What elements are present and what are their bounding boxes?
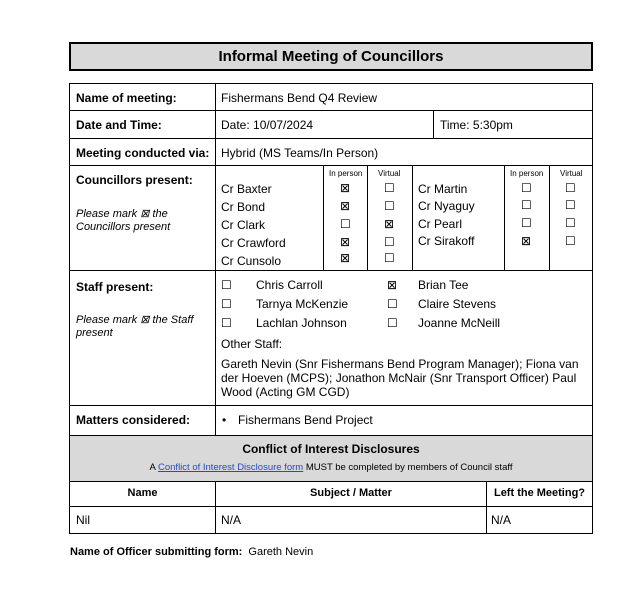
col-virtual-right: Virtual (560, 169, 583, 178)
label-staff-present: Staff present: (76, 280, 154, 294)
in-person-checkbox[interactable]: ⊠ (340, 251, 351, 265)
staff-name: Lachlan Johnson (256, 316, 347, 330)
col-in-person-left: In person (329, 169, 363, 178)
in-person-checkbox[interactable]: ☐ (521, 216, 532, 230)
staff-checkbox[interactable]: ☐ (221, 278, 232, 292)
staff-checkbox[interactable]: ☐ (221, 297, 232, 311)
coi-heading: Conflict of Interest Disclosures (242, 442, 420, 456)
councillor-name: Cr Cunsolo (221, 254, 282, 268)
staff-checkbox[interactable]: ☐ (387, 316, 398, 330)
coi-form-link[interactable]: Conflict of Interest Disclosure form (158, 462, 304, 473)
virtual-checkbox[interactable]: ☐ (565, 216, 576, 230)
officer-line (70, 546, 313, 558)
coi-note-prefix: A (149, 462, 156, 473)
coi-col-name: Name (127, 487, 158, 499)
other-staff-label: Other Staff: (221, 337, 283, 351)
meeting-name-value: Fishermans Bend Q4 Review (221, 91, 378, 105)
in-person-checkbox[interactable]: ☐ (340, 217, 351, 231)
virtual-checkbox[interactable]: ☐ (565, 198, 576, 212)
staff-checkbox[interactable]: ☐ (387, 297, 398, 311)
staff-checkbox[interactable]: ☐ (221, 316, 232, 330)
in-person-checkbox[interactable]: ⊠ (340, 199, 351, 213)
coi-note-suffix: MUST be completed by members of Council staff (305, 462, 513, 473)
in-person-checkbox[interactable]: ⊠ (521, 234, 532, 248)
in-person-checkbox[interactable]: ☐ (521, 181, 532, 195)
staff-name: Tarnya McKenzie (256, 297, 349, 311)
staff-checkbox[interactable]: ⊠ (387, 278, 398, 292)
councillor-name: Cr Martin (418, 182, 468, 196)
coi-col-left-meeting: Left the Meeting? (493, 487, 586, 499)
virtual-checkbox[interactable]: ☐ (565, 234, 576, 248)
councillor-name: Cr Clark (221, 218, 265, 232)
label-name-of-meeting: Name of meeting: (76, 91, 177, 105)
councillor-name: Cr Pearl (418, 217, 463, 231)
virtual-checkbox[interactable]: ☐ (565, 181, 576, 195)
councillor-name: Cr Bond (221, 200, 266, 214)
coi-cell-subject: N/A (221, 513, 242, 527)
virtual-checkbox[interactable]: ⊠ (384, 217, 395, 231)
label-councillors-present: Councillors present: (76, 173, 193, 187)
virtual-checkbox[interactable]: ☐ (384, 235, 395, 249)
matter-item: Fishermans Bend Project (238, 413, 373, 427)
col-virtual-left: Virtual (378, 169, 401, 178)
virtual-checkbox[interactable]: ☐ (384, 181, 395, 195)
label-matters-considered: Matters considered: (76, 413, 191, 427)
virtual-checkbox[interactable]: ☐ (384, 199, 395, 213)
in-person-checkbox[interactable]: ⊠ (340, 235, 351, 249)
officer-name: Gareth Nevin (248, 546, 314, 558)
bullet-icon: • (222, 413, 227, 427)
time-value: Time: 5:30pm (440, 118, 513, 132)
staff-hint: Please mark ⊠ the Staff present (76, 314, 194, 339)
councillor-name: Cr Baxter (221, 182, 272, 196)
coi-note (70, 462, 592, 473)
coi-col-subject: Subject / Matter (310, 487, 392, 499)
conducted-via-value: Hybrid (MS Teams/In Person) (221, 146, 379, 160)
councillor-name: Cr Nyaguy (418, 199, 475, 213)
staff-name: Brian Tee (418, 278, 469, 292)
label-conducted-via: Meeting conducted via: (76, 146, 210, 160)
staff-name: Joanne McNeill (418, 316, 501, 330)
label-date-and-time: Date and Time: (76, 118, 162, 132)
page-title: Informal Meeting of Councillors (218, 48, 444, 65)
in-person-checkbox[interactable]: ☐ (521, 198, 532, 212)
councillors-hint: Please mark ⊠ the Councillors present (76, 208, 171, 233)
date-value: Date: 10/07/2024 (221, 118, 314, 132)
col-in-person-right: In person (510, 169, 544, 178)
officer-label: Name of Officer submitting form: (70, 546, 243, 558)
other-staff-list: Gareth Nevin (Snr Fishermans Bend Program Manager); Fiona van der Hoeven (MCPS); Jonathon McNair (Snr Transport Officer) Paul Wood (Acting GM CGD) (221, 357, 579, 399)
staff-name: Claire Stevens (418, 297, 497, 311)
councillor-name: Cr Crawford (221, 236, 286, 250)
title-box (69, 42, 593, 71)
coi-cell-name: Nil (76, 513, 90, 527)
coi-cell-left-meeting: N/A (491, 513, 512, 527)
in-person-checkbox[interactable]: ⊠ (340, 181, 351, 195)
staff-name: Chris Carroll (256, 278, 323, 292)
virtual-checkbox[interactable]: ☐ (384, 251, 395, 265)
councillor-name: Cr Sirakoff (418, 234, 475, 248)
